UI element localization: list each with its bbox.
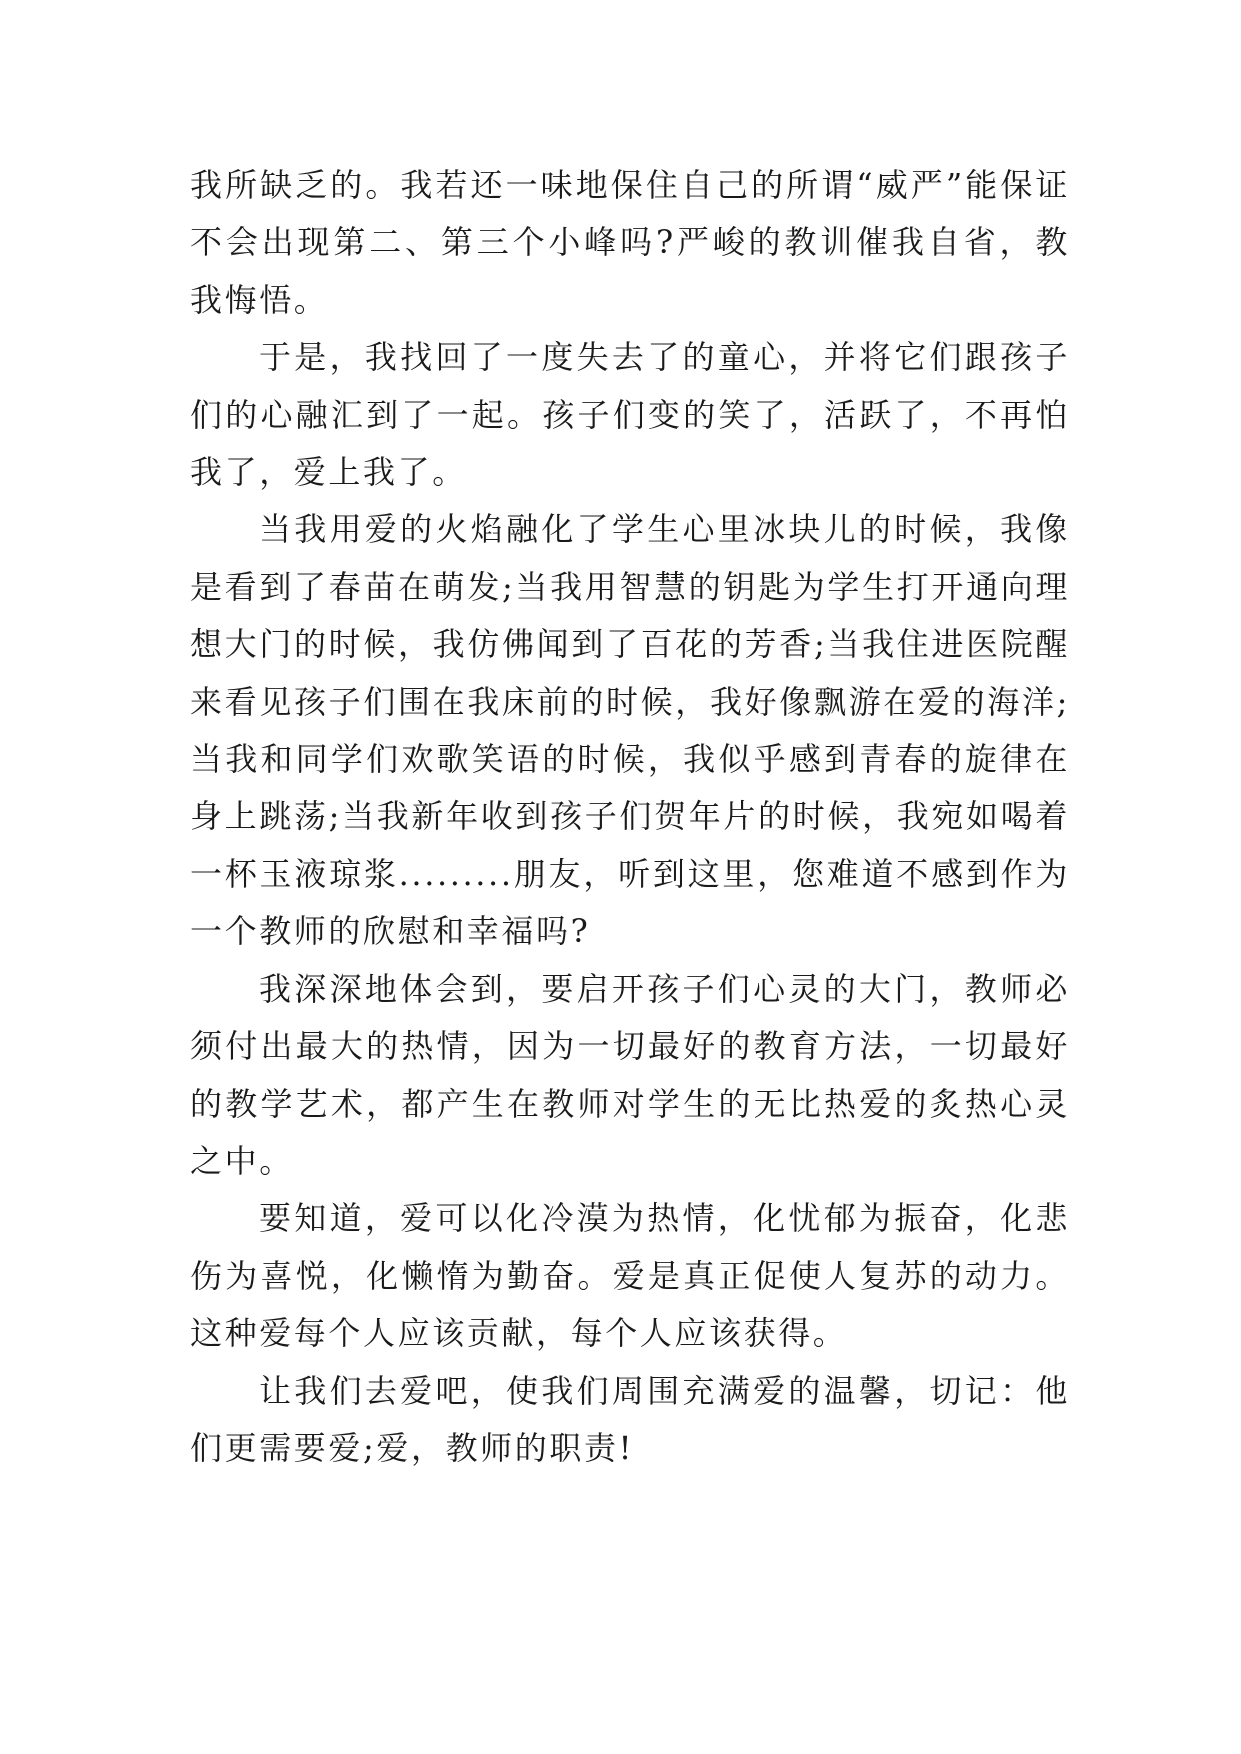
paragraph-2: 于是，我找回了一度失去了的童心，并将它们跟孩子们的心融汇到了一起。孩子们变的笑了，活跃了，不再怕我了，爱上我了。	[190, 338, 1070, 492]
paragraph-6: 让我们去爱吧，使我们周围充满爱的温馨，切记：他们更需要爱;爱，教师的职责!	[190, 1371, 1070, 1467]
paragraph-1: 我所缺乏的。我若还一味地保住自己的所谓“威严”能保证不会出现第二、第三个小峰吗?严峻的教训催我自省，教我悔悟。	[190, 166, 1070, 319]
paragraph-4: 我深深地体会到，要启开孩子们心灵的大门，教师必须付出最大的热情，因为一切最好的教育方法，一切最好的教学艺术，都产生在教师对学生的无比热爱的炙热心灵之中。	[190, 969, 1070, 1180]
paragraph-5: 要知道，爱可以化冷漠为热情，化忧郁为振奋，化悲伤为喜悦，化懒惰为勤奋。爱是真正促使人复苏的动力。这种爱每个人应该贡献，每个人应该获得。	[190, 1199, 1070, 1353]
paragraph-3: 当我用爱的火焰融化了学生心里冰块儿的时候，我像是看到了春苗在萌发;当我用智慧的钥匙为学生打开通向理想大门的时候，我仿佛闻到了百花的芳香;当我住进医院醒来看见孩子们围在我床前的时候，我好像飘游在爱的海洋;当我和同学们欢歌笑语的时候，我似乎感到青春的旋律在身上跳荡;当我新年收到孩子们贺年片的时候，我宛如喝着一杯玉液琼浆.........朋友，听到这里，您难道不感到作为一个教师的欣慰和幸福吗?	[190, 510, 1070, 951]
document-body	[190, 157, 1070, 1477]
